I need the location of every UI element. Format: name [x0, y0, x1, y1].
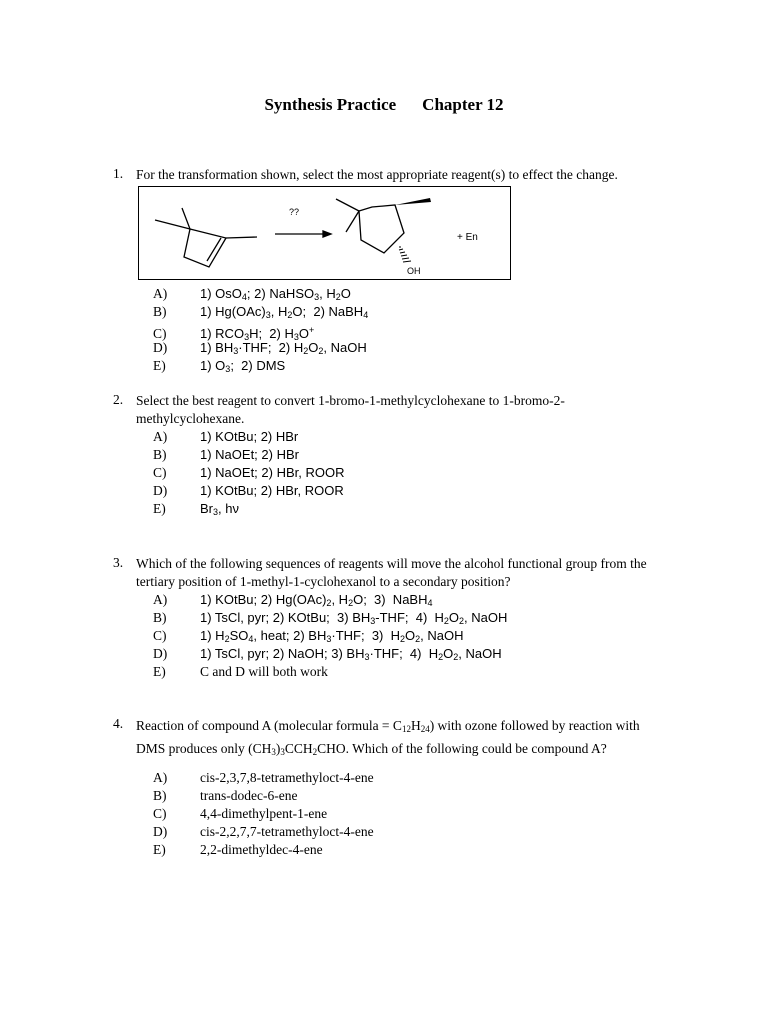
option-c[interactable]: C) 1) $RCO_3H$; 2) $H_3O^+$ [153, 325, 315, 342]
option-c[interactable]: C) 1) $H_2SO_4$, heat; 2) $BH_3\cdot THF$; 3) $H_2O_2$, NaOH [153, 628, 464, 644]
q2-options [153, 428, 344, 518]
question-number: 1. [113, 166, 124, 181]
question-number: 3. [113, 555, 124, 570]
question-text: For the transformation shown, select the most appropriate reagent(s) to effect the change. [136, 167, 618, 182]
option-d[interactable]: D) 1) TsCl, pyr; 2) NaOH; 3) $BH_3\cdot THF$; 4) $H_2O_2$, NaOH [153, 646, 502, 662]
title-chapter: Chapter 12 [422, 95, 504, 114]
q1-options [153, 285, 368, 375]
option-b[interactable]: B) 1) TsCl, pyr; 2) KOtBu; 3) $BH_3$-THF; 4) $H_2O_2$, NaOH [153, 610, 508, 626]
arrow-label: ?? [289, 207, 300, 217]
option-e[interactable]: E) 2,2-dimethyldec-4-ene [153, 842, 323, 857]
q4-options [153, 769, 374, 859]
question-number: 2. [113, 392, 124, 407]
product-structure [336, 199, 404, 253]
option-b[interactable]: B) 1) $Hg(OAc)_3$, $H_2O$; 2) NaBH$_4$ [153, 304, 369, 320]
question-number: 4. [113, 716, 124, 731]
hydroxyl-label: OH [407, 266, 421, 276]
byproduct-label: + En [457, 232, 478, 243]
q3-options [153, 591, 507, 681]
option-c[interactable]: C) 4,4-dimethylpent-1-ene [153, 806, 328, 821]
option-d[interactable]: D) 1) KOtBu; 2) HBr, ROOR [153, 483, 344, 498]
page-title [0, 95, 768, 115]
option-a[interactable]: A) cis-2,3,7,8-tetramethyloct-4-ene [153, 770, 374, 785]
option-d[interactable]: D) 1) $BH_3\cdot THF$; 2) $H_2O_2$, NaOH [153, 340, 367, 356]
option-d[interactable]: D) cis-2,2,7,7-tetramethyloct-4-ene [153, 824, 374, 839]
question-text: Reaction of compound A (molecular formula = $C_{12}H_{24}$) with ozone followed by reaction with DMS produces only $(CH_3)_3CCH_2CHO$. Which of the following could be compound A? [136, 718, 640, 757]
option-e[interactable]: E) $Br_3$, hν [153, 501, 239, 517]
hash-bond [399, 247, 411, 262]
wedge-bond [395, 198, 431, 205]
option-e[interactable]: E) C and D will both work [153, 664, 328, 679]
option-a[interactable]: A) 1) OsO$_4$; 2) NaHSO$_3$, $H_2O$ [153, 286, 351, 302]
reaction-arrow [275, 231, 331, 237]
title-main: Synthesis Practice [264, 95, 397, 114]
reaction-scheme [138, 186, 511, 280]
question-text: Which of the following sequences of reagents will move the alcohol functional group from the tertiary position of 1-methyl-1-cyclohexanol to a secondary position? [136, 556, 647, 589]
starting-material-structure [155, 208, 257, 267]
option-b[interactable]: B) 1) NaOEt; 2) HBr [153, 447, 299, 462]
option-c[interactable]: C) 1) NaOEt; 2) HBr, ROOR [153, 465, 345, 480]
option-e[interactable]: E) 1) $O_3$; 2) DMS [153, 358, 286, 374]
option-b[interactable]: B) trans-dodec-6-ene [153, 788, 298, 803]
option-a[interactable]: A) 1) KOtBu; 2) $Hg(OAc)_2$, $H_2O$; 3) NaBH$_4$ [153, 592, 433, 608]
question-text: Select the best reagent to convert 1-bromo-1-methylcyclohexane to 1-bromo-2-methylcyclohexane. [136, 393, 565, 426]
option-a[interactable]: A) 1) KOtBu; 2) HBr [153, 429, 299, 444]
